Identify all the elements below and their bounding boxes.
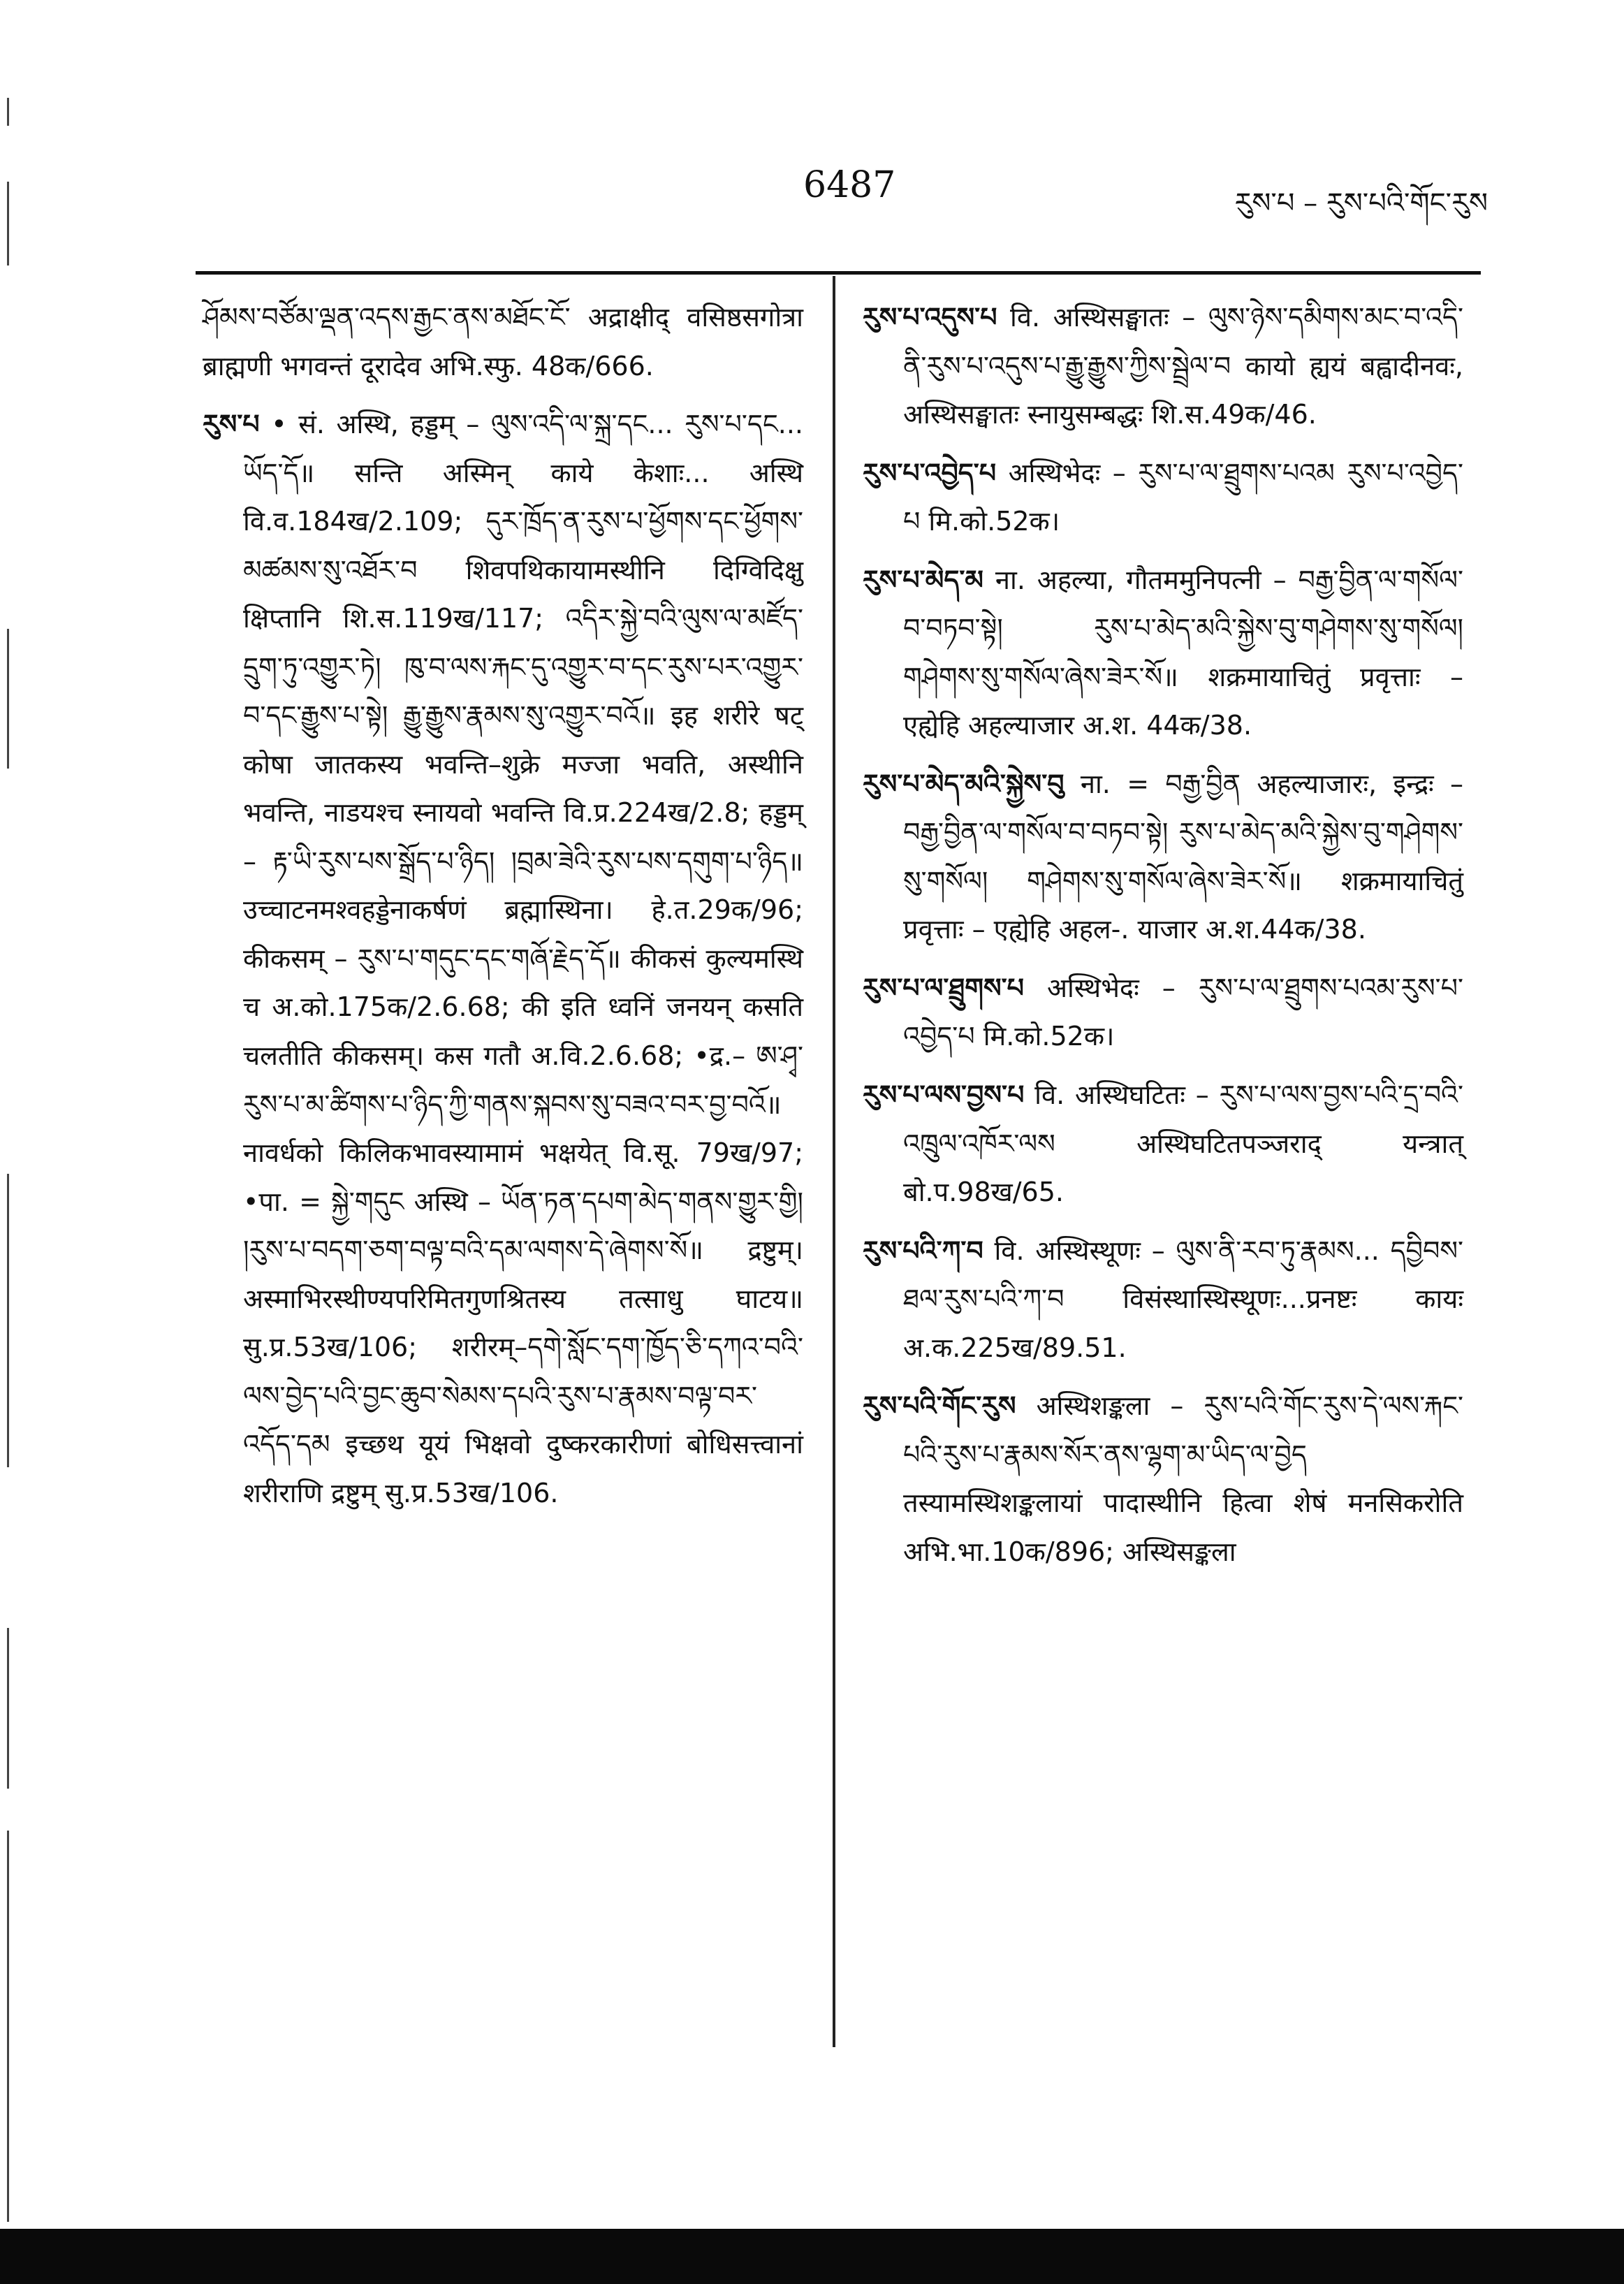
- entry-body: वि. अस्थिस्थूणः – ལུས་ནི་རབ་ཏུ་རྣམས... དབྱིབས་ཐལ་རུས་པའི་ཀ་བ विसंस्थास्थिस्थूणः...प्रनष्टः कायः अ.क.225ख/89.51.: [903, 1235, 1463, 1363]
- entry-headword: རུས་པ་མེད་མའི་སྐྱེས་བུ: [863, 768, 1065, 799]
- entry-headword: རུས་པ་ལ་ཐྲུགས་པ: [863, 972, 1025, 1003]
- scan-bottom-edge: [0, 2229, 1624, 2284]
- entry-headword: རུས་པ་འདུས་པ: [863, 302, 997, 333]
- dictionary-entry: [863, 293, 1463, 439]
- entry-body: ना. अहल्या, गौतममुनिपत्नी – བརྒྱ་བྱིན་ལ་གསོལ་བ་བཏབ་སྟེ། རུས་པ་མེད་མའི་སྐྱེས་བུ་གཤེགས་སུ་གསོལ། གཤེགས་སུ་གསོལ་ཞེས་ཟེར་སོ॥ शक्रमायाचितुं प्रवृत्ताः – एह्येहि अहल्याजार अ.श. 44क/38.: [903, 564, 1463, 741]
- entry-body: अस्थिशङ्कला – རུས་པའི་གོང་རུས་དེ་ལས་རྐང་པའི་རུས་པ་རྣམས་སོར་ནས་ལྷག་མ་ཡིད་ལ་བྱེད तस्यामस्थिशङ्कलायां पादास्थीनि हित्वा शेषं मनसिकरोति अभि.भा.10क/896; अस्थिसङ्कला: [903, 1390, 1463, 1567]
- binding-mark: [7, 1628, 9, 1789]
- entry-headword: རུས་པ་མེད་མ: [863, 564, 983, 595]
- header-rule: [196, 271, 1481, 275]
- entry-headword: རུས་པ་ལས་བྱས་པ: [863, 1079, 1025, 1110]
- column-divider: [833, 276, 835, 2047]
- entry-headword: རུས་པ: [203, 409, 260, 440]
- binding-mark: [7, 1174, 9, 1467]
- entry-body: वि. अस्थिसङ्घातः – ལུས་ཉེས་དམིགས་མང་བ་འདི་ནི་རུས་པ་འདུས་པ་རྒྱུ་རྒྱུས་ཀྱིས་སྦྲེལ་བ कायो ह्ययं बह्वादीनवः, अस्थिसङ्घातः स्नायुसम्बद्धः शि.स.49क/46.: [903, 302, 1463, 430]
- entry-body: वि. अस्थिघटितः – རུས་པ་ལས་བྱས་པའི་དྲ་བའི་འཁྲུལ་འཁོར་ལས अस्थिघटितपञ्जराद् यन्त्रात् बो.प.98ख/65.: [903, 1079, 1463, 1208]
- entry-body: अस्थिभेदः – རུས་པ་ལ་ཐྲུགས་པའམ་རུས་པ་འབྱེད་པ मि.को.52क।: [903, 972, 1463, 1052]
- entry-body: अस्थिभेदः – རུས་པ་ལ་ཐྲུགས་པའམ རུས་པ་འབྱེད་པ मि.को.52क।: [903, 457, 1463, 537]
- binding-mark: [7, 629, 9, 769]
- dictionary-entry: [863, 760, 1463, 954]
- page-number: 6487: [803, 164, 896, 206]
- dictionary-entry: [863, 449, 1463, 546]
- left-column: [203, 293, 803, 1527]
- entry-headword: རུས་པའི་ཀ་བ: [863, 1235, 983, 1266]
- right-column: [863, 293, 1463, 1586]
- dictionary-entry: [863, 1071, 1463, 1217]
- binding-mark: [7, 1831, 9, 2222]
- dictionary-entry: [863, 1382, 1463, 1576]
- continuation-text: ཤོམས་བཙོམ་ལྡན་འདས་རྒྱང་ནས་མཐོང་ངོ་ अद्राक्षीद् वसिष्ठसगोत्रा ब्राह्मणी भगवन्तं दूरादेव अभि.स्फु. 48क/666.: [203, 302, 803, 381]
- dictionary-entry: [863, 556, 1463, 750]
- dictionary-entry: [203, 400, 803, 1518]
- binding-mark: [7, 98, 9, 126]
- entry-body: • सं. अस्थि, हड्डम् – ལུས་འདི་ལ་སྐྲ་དང... རུས་པ་དང... ཡོད་དོ॥ सन्ति अस्मिन् काये केशाः... अस्थि वि.व.184ख/2.109; དུར་ཁྲོད་ན་རུས་པ་ཕྱོགས་དང་ཕྱོགས་མཚམས་སུ་འཐོར་བ शिवपथिकायामस्थीनि दिग्विदिक्षु क्षिप्तानि शि.स.119ख/117; འདིར་སྐྱེ་བའི་ལུས་ལ་མཛོད་དྲུག་ཏུ་འགྱུར་ཏེ། ཁུ་བ་ལས་རྐང་དུ་འགྱུར་བ་དང་རུས་པར་འགྱུར་བ་དང་རྒྱུས་པ་སྟེ། རྒྱུ་རྒྱུས་རྣམས་སུ་འགྱུར་བའོ॥ इह शरीरे षट् कोषा जातकस्य भवन्ति–शुक्रे मज्जा भवति, अस्थीनि भवन्ति, नाडयश्च स्नायवो भवन्ति वि.प्र.224ख/2.8; हड्डम् – རྟ་ཡི་རུས་པས་སྒྲོད་པ་ཉིད། །བྲམ་ཟེའི་རུས་པས་དགུག་པ་ཉིད॥ उच्चाटनमश्वहड्डेनाकर्षणं ब्रह्मास्थिना। हे.त.29क/96; कीकसम् – རུས་པ་གདུང་དང་གཞོ་རྗེད་དོ॥ कीकसं कुल्यमस्थि च अ.को.175क/2.6.68; की इति ध्वनिं जनयन् कसति चलतीति कीकसम्। कस गतौ अ.वि.2.6.68; •द्र.– ཨ་ཤྭ་རུས་པ་མ་ཚིགས་པ་ཉིད་ཀྱི་གནས་སྐབས་སུ་བཟའ་བར་བྱ་བའོ॥ नावर्धको किलिकभावस्यामामं भक्षयेत् वि.सू. 79ख/97; •पा. = སྐྱེ་གདུང अस्थि – ཡོན་ཏན་དཔག་མེད་གནས་གྱུར་གྱི། །རུས་པ་བདག་ཅག་བལྟ་བའི་དམ་ལགས་དེ་ཞེགས་སོ॥ द्रष्टुम्। अस्माभिरस्थीण्यपरिमितगुणश्रितस्य तत्साधु घाटय॥ सु.प्र.53ख/106; शरीरम्–དགེ་སློང་དག་ཁྱོད་ཅི་དཀའ་བའི་ལས་བྱེད་པའི་བྱང་ཆུབ་སེམས་དཔའི་རུས་པ་རྣམས་བལྟ་བར་འདོད་དམ इच्छथ यूयं भिक्षवो दुष्करकारीणां बोधिसत्त्वानां शरीराणि द्रष्टुम् सु.प्र.53ख/106.: [243, 409, 803, 1508]
- dictionary-entry: [863, 1227, 1463, 1373]
- entry-body: ना. = བརྒྱ་བྱིན अहल्याजारः, इन्द्रः – བརྒྱ་བྱིན་ལ་གསོལ་བ་བཏབ་སྟེ། རུས་པ་མེད་མའི་སྐྱེས་བུ་གཤེགས་སུ་གསོལ། གཤེགས་སུ་གསོལ་ཞེས་ཟེར་སོ॥ शक्रमायाचितुं प्रवृत्ताः – एह्येहि अहल-. याजार अ.श.44क/38.: [903, 768, 1463, 945]
- entry-headword: རུས་པའི་གོང་རུས: [863, 1390, 1016, 1422]
- entry-headword: རུས་པ་འབྱེད་པ: [863, 457, 997, 488]
- running-head: རུས་པ – རུས་པའི་གོང་རུས: [1234, 187, 1488, 219]
- binding-mark: [7, 182, 9, 266]
- dictionary-entry: [863, 964, 1463, 1061]
